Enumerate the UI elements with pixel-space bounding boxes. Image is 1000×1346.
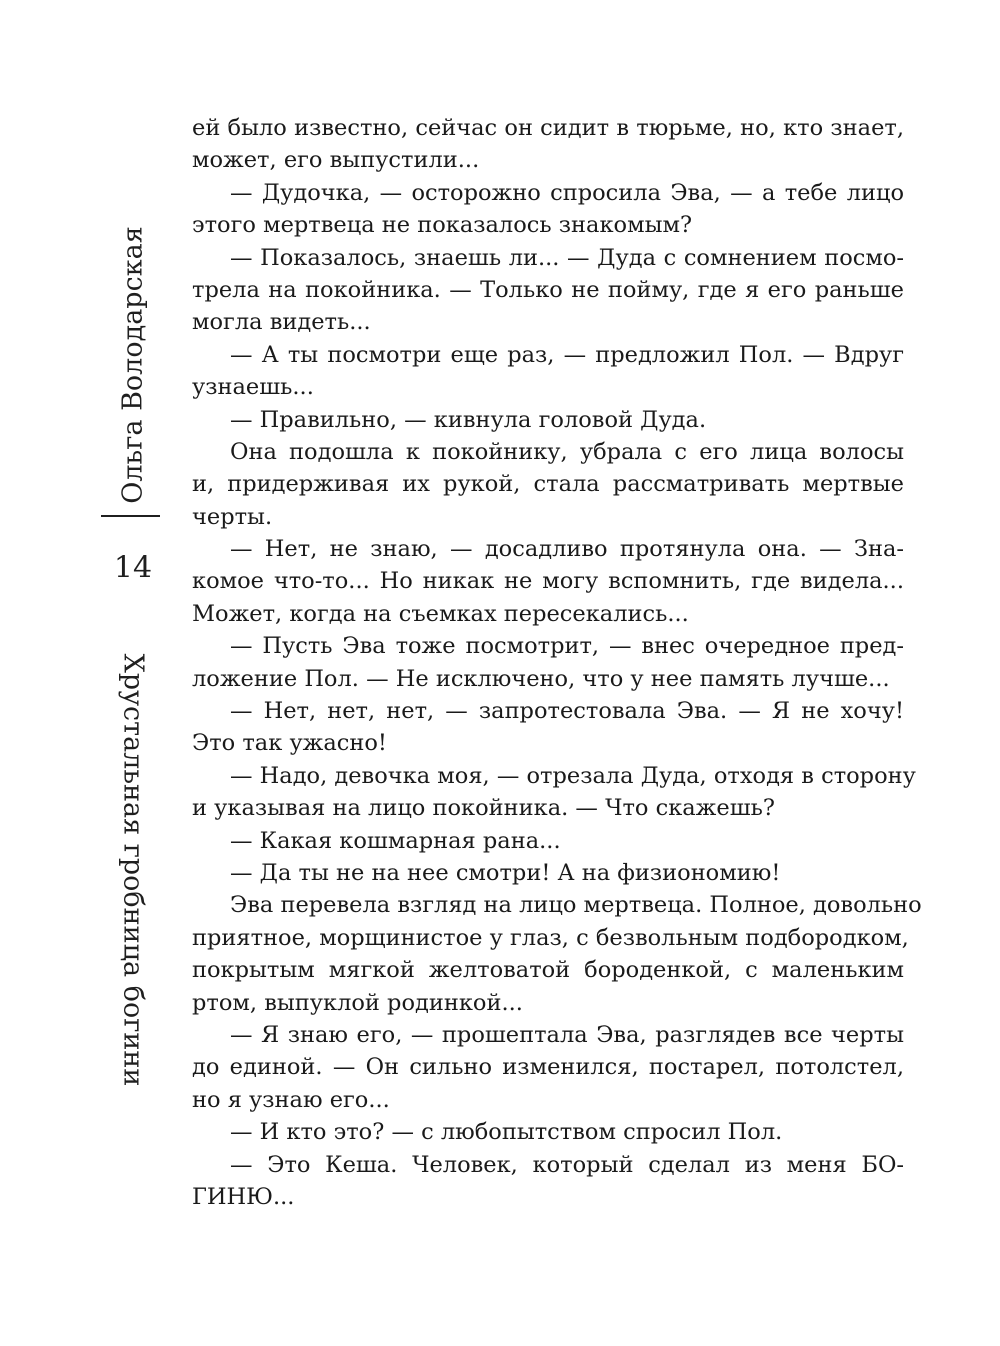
text-line: может, его выпустили... [192,147,480,174]
text-line: покрытым мягкой желтоватой бороденкой, с маленьким [192,957,904,984]
text-line: и указывая на лицо покойника. — Что скажешь? [192,795,775,822]
text-line: — А ты посмотри еще раз, — предложил Пол. — Вдруг [230,341,904,368]
text-line: ложение Пол. — Не исключено, что у нее память лучше... [192,665,890,692]
body-text [192,112,922,1213]
text-line: — Пусть Эва тоже посмотрит, — внес очередное пред- [230,633,904,660]
text-line: Может, когда на съемках пересекались... [192,600,689,627]
text-line: комое что-то... Но никак не могу вспомнить, где видела... [192,568,904,595]
text-line: и, придерживая их рукой, стала рассматривать мертвые [192,471,904,498]
running-head-divider [101,515,160,517]
text-line: Она подошла к покойнику, убрала с его лица волосы [230,438,904,465]
running-head-author: Ольга Володарская [117,226,149,504]
text-line: приятное, морщинистое у глаз, с безвольным подбородком, [192,924,909,951]
text-line: — Надо, девочка моя, — отрезала Дуда, отходя в сторону [230,762,916,789]
text-line: — Какая кошмарная рана... [230,827,561,854]
text-line: — Правильно, — кивнула головой Дуда. [230,406,707,433]
text-line: до единой. — Он сильно изменился, постарел, потолстел, [192,1054,904,1081]
text-line: узнаешь... [192,374,314,401]
running-head-title: Хрустальная гробница богини [117,653,149,1087]
text-line: — Нет, не знаю, — досадливо протянула она. — Зна- [230,536,904,563]
text-line: — Это Кеша. Человек, который сделал из меня БО- [230,1151,904,1178]
text-line: но я узнаю его... [192,1086,390,1113]
text-line: могла видеть... [192,309,371,336]
page-number: 14 [113,550,153,586]
text-line: — Да ты не на нее смотри! А на физиономию! [230,859,781,886]
text-line: ртом, выпуклой родинкой... [192,989,523,1016]
text-line: этого мертвеца не показалось знакомым? [192,212,693,239]
text-line: черты. [192,503,273,530]
text-line: — Я знаю его, — прошептала Эва, разглядев все черты [230,1021,904,1048]
text-line: ей было известно, сейчас он сидит в тюрьме, но, кто знает, [192,115,904,141]
text-line: — Показалось, знаешь ли... — Дуда с сомнением посмо- [230,244,904,271]
text-line: — Нет, нет, нет, — запротестовала Эва. — Я не хочу! [230,698,904,725]
text-line: трела на покойника. — Только не пойму, где я его раньше [192,276,904,303]
text-line: ГИНЮ... [192,1183,295,1210]
text-line: Эва перевела взгляд на лицо мертвеца. Полное, довольно [230,892,922,919]
text-line: — Дудочка, — осторожно спросила Эва, — а тебе лицо [230,179,904,206]
text-line: — И кто это? — с любопытством спросил Пол. [230,1119,783,1146]
text-line: Это так ужасно! [192,730,387,757]
